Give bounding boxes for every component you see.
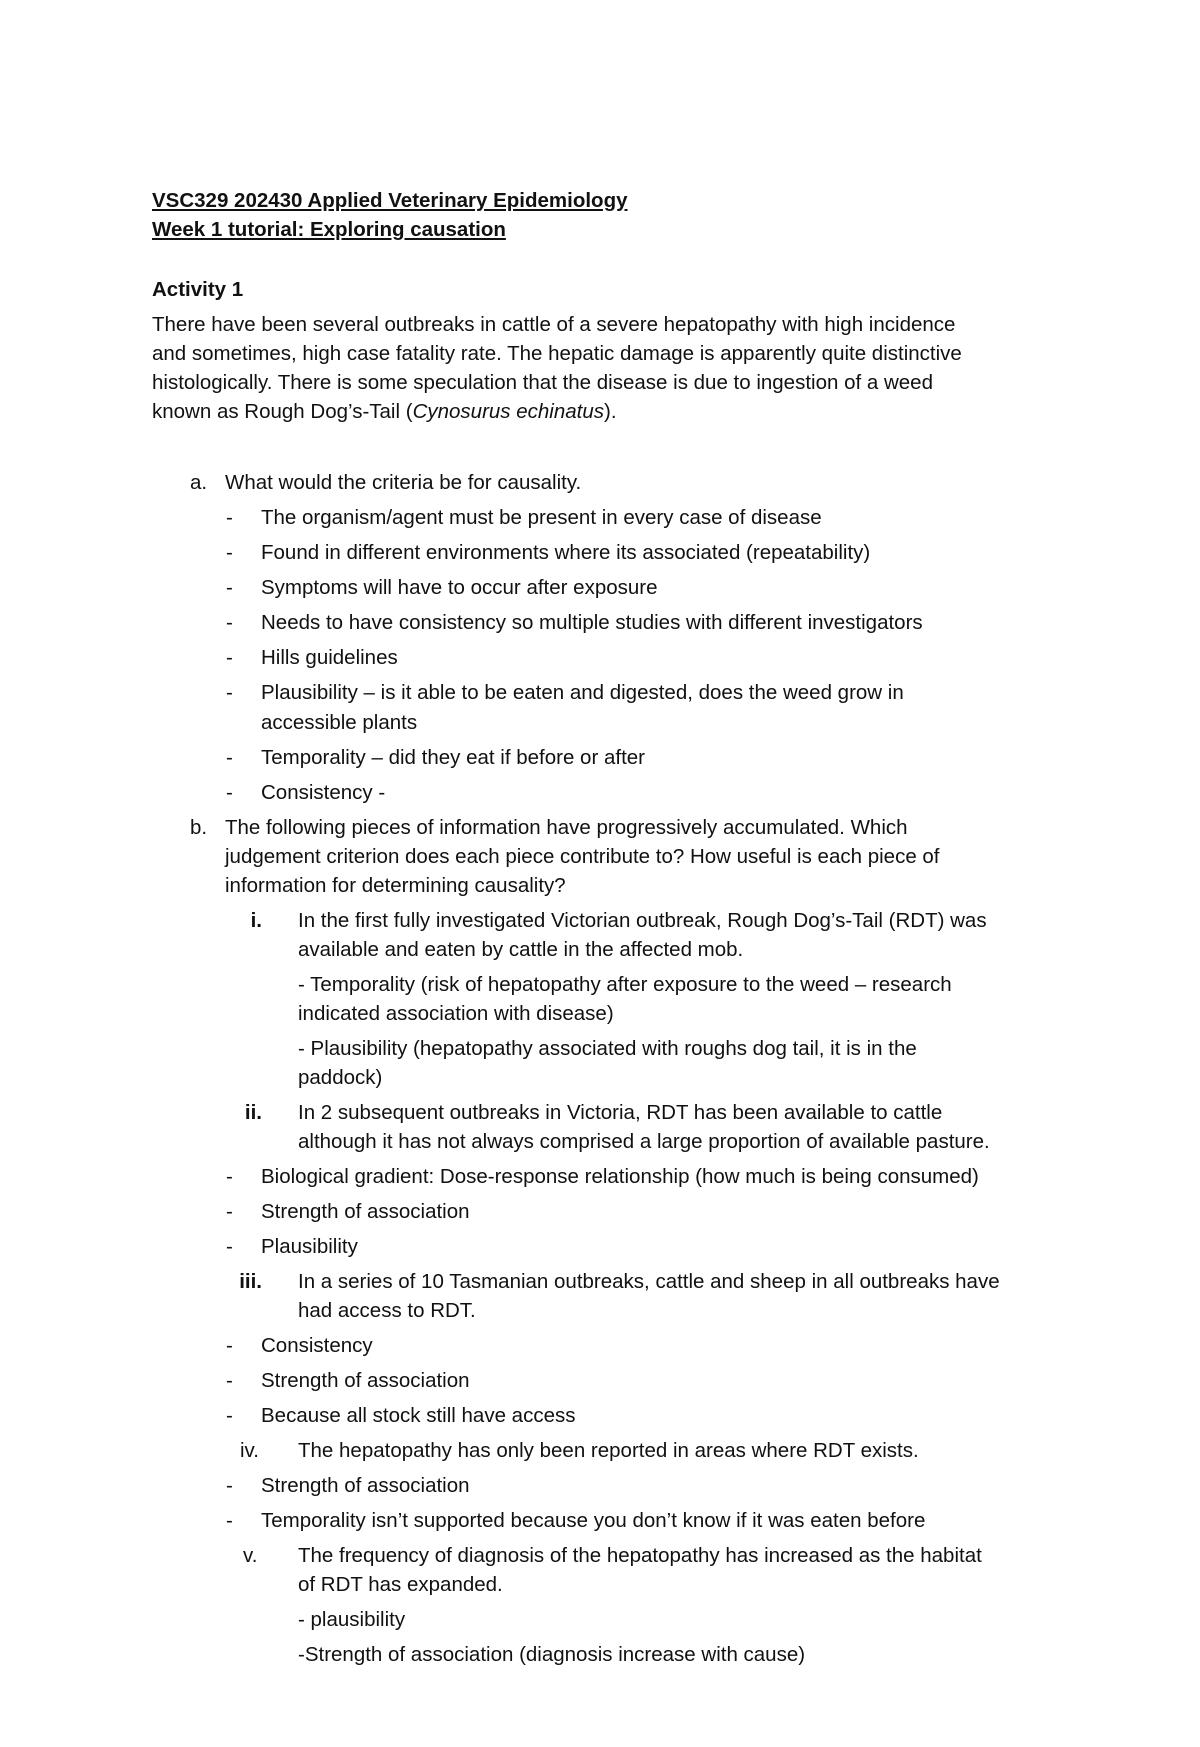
answer-line: Hills guidelines — [261, 646, 398, 669]
item-line: In 2 subsequent outbreaks in Victoria, RDT has been available to cattle — [298, 1101, 943, 1124]
bullet-dash: - — [226, 1404, 233, 1427]
bullet-dash: - — [226, 1165, 233, 1188]
list-marker: a. — [190, 471, 208, 494]
answer-line: Symptoms will have to occur after exposure — [261, 576, 658, 599]
answer-line: Strength of association — [261, 1369, 470, 1392]
answer-line: Temporality – did they eat if before or after — [261, 746, 646, 769]
note-line: - Temporality (risk of hepatopathy after exposure to the weed – research — [298, 973, 952, 996]
answer-line: Because all stock still have access — [261, 1404, 576, 1427]
activity-heading: Activity 1 — [152, 278, 244, 301]
list-marker: b. — [190, 816, 208, 839]
bullet-dash: - — [226, 541, 233, 564]
bullet-dash: - — [226, 611, 233, 634]
bullet-dash: - — [226, 746, 233, 769]
answer-line: The organism/agent must be present in every case of disease — [261, 506, 822, 529]
item-line: available and eaten by cattle in the affected mob. — [298, 938, 744, 961]
answer-line: Plausibility — [261, 1235, 358, 1258]
tutorial-title: Week 1 tutorial: Exploring causation — [152, 218, 506, 241]
note-line: - plausibility — [298, 1608, 406, 1631]
item-line: The frequency of diagnosis of the hepatopathy has increased as the habitat — [298, 1544, 982, 1567]
intro-text: ). — [604, 400, 617, 423]
intro-line — [152, 402, 617, 423]
answer-line: accessible plants — [261, 711, 418, 734]
note-line: -Strength of association (diagnosis increase with cause) — [298, 1643, 806, 1666]
roman-marker: i. — [250, 909, 262, 932]
item-line: In the first fully investigated Victorian outbreak, Rough Dog’s-Tail (RDT) was — [298, 909, 987, 932]
answer-line: Strength of association — [261, 1474, 470, 1497]
answer-line: Temporality isn’t supported because you don’t know if it was eaten before — [261, 1509, 926, 1532]
bullet-dash: - — [226, 1369, 233, 1392]
intro-text: known as Rough Dog’s-Tail ( — [152, 400, 413, 423]
bullet-dash: - — [226, 1200, 233, 1223]
intro-line: There have been several outbreaks in cattle of a severe hepatopathy with high incidence — [152, 313, 956, 336]
roman-marker: ii. — [244, 1101, 262, 1124]
question-b-line: The following pieces of information have progressively accumulated. Which — [225, 816, 908, 839]
bullet-dash: - — [226, 781, 233, 804]
answer-line: Biological gradient: Dose-response relationship (how much is being consumed) — [261, 1165, 979, 1188]
bullet-dash: - — [226, 681, 233, 704]
answer-line: Needs to have consistency so multiple studies with different investigators — [261, 611, 923, 634]
course-title: VSC329 202430 Applied Veterinary Epidemiology — [152, 189, 628, 212]
answer-line: Strength of association — [261, 1200, 470, 1223]
question-a-text: What would the criteria be for causality. — [225, 471, 582, 494]
item-line: of RDT has expanded. — [298, 1573, 503, 1596]
answer-line: Found in different environments where its associated (repeatability) — [261, 541, 871, 564]
note-line: indicated association with disease) — [298, 1002, 614, 1025]
answer-line: Consistency - — [261, 781, 386, 804]
bullet-dash: - — [226, 1474, 233, 1497]
question-b-line: information for determining causality? — [225, 874, 566, 897]
intro-line: histologically. There is some speculation that the disease is due to ingestion of a weed — [152, 371, 933, 394]
item-line: although it has not always comprised a large proportion of available pasture. — [298, 1130, 990, 1153]
bullet-dash: - — [226, 576, 233, 599]
answer-line: Consistency — [261, 1334, 373, 1357]
item-line: The hepatopathy has only been reported in areas where RDT exists. — [298, 1439, 919, 1462]
note-line: - Plausibility (hepatopathy associated with roughs dog tail, it is in the — [298, 1037, 917, 1060]
intro-line: and sometimes, high case fatality rate. The hepatic damage is apparently quite distinctive — [152, 342, 962, 365]
item-line: had access to RDT. — [298, 1299, 476, 1322]
bullet-dash: - — [226, 1235, 233, 1258]
bullet-dash: - — [226, 1509, 233, 1532]
answer-line: Plausibility – is it able to be eaten and digested, does the weed grow in — [261, 681, 904, 704]
note-line: paddock) — [298, 1066, 383, 1089]
species-name: Cynosurus echinatus — [412, 400, 604, 423]
question-b-line: judgement criterion does each piece contribute to? How useful is each piece of — [225, 845, 940, 868]
bullet-dash: - — [226, 646, 233, 669]
item-line: In a series of 10 Tasmanian outbreaks, cattle and sheep in all outbreaks have — [298, 1270, 1000, 1293]
bullet-dash: - — [226, 506, 233, 529]
roman-marker: iv. — [240, 1439, 259, 1462]
roman-marker: iii. — [239, 1270, 262, 1293]
bullet-dash: - — [226, 1334, 233, 1357]
roman-marker: v. — [243, 1544, 258, 1567]
